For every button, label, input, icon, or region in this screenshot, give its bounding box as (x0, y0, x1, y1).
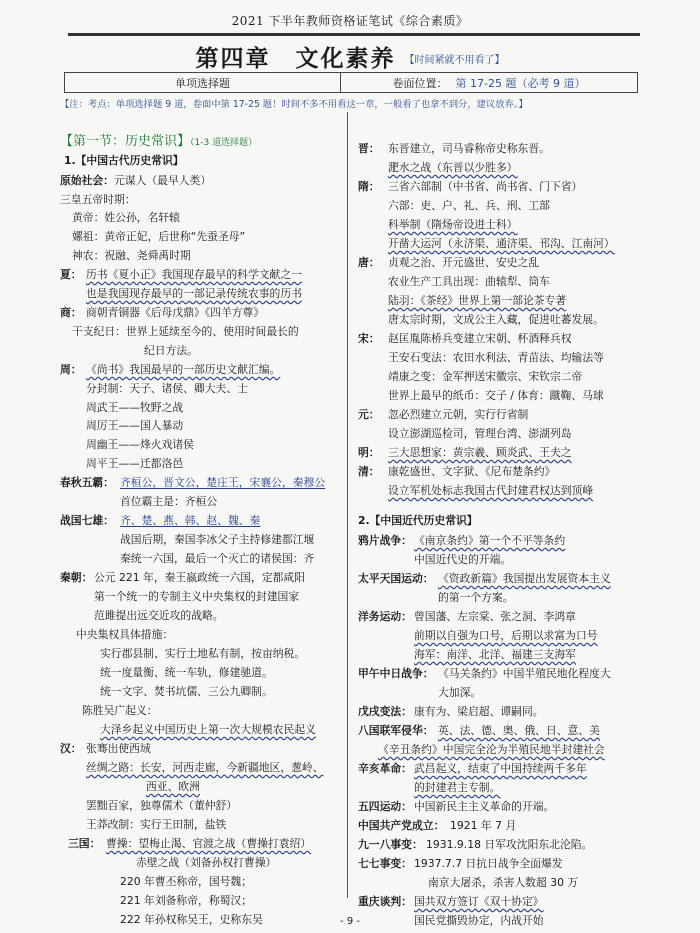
chapter-note: 【时间紧就不用看了】 (404, 55, 505, 66)
position-cell (341, 73, 637, 92)
yangwu-line-2: 前期以自强为口号，后期以求富为口号 (414, 629, 598, 642)
sanguo-line-2: 赤壁之战（刘备孙权打曹操） (136, 856, 277, 869)
tang-label: 唐： (358, 256, 380, 269)
sanhuang-line: 三皇五帝时期： (60, 193, 136, 206)
chapter-title: 第四章 文化素养 (195, 45, 396, 72)
yuan-line-2: 设立澎湖巡检司，管理台湾、澎湖列岛 (388, 427, 572, 440)
ming-line-1: 三大思想家：黄宗羲、顾炎武、王夫之 (388, 446, 572, 459)
qin-line-7: 统一文字、焚书坑儒、三公九卿制。 (100, 685, 273, 698)
jiawu-line-2: 大加深。 (438, 686, 482, 699)
sui-line-2: 六部：吏、户、礼、兵、刑、工部 (388, 199, 550, 212)
sui-line-4: 开凿大运河（永济渠、通济渠、邗沟、江南河） (388, 237, 615, 250)
question-type-cell (65, 73, 341, 92)
qiqi-label: 七七事变： (358, 857, 412, 870)
xia-label: 夏： (60, 268, 82, 281)
qing-label: 清： (358, 465, 380, 478)
shang-line-1: 商朝青铜器《后母戊鼎》《四羊方尊》 (86, 306, 265, 319)
section-title: 【第一节：历史常识】（1-3 道选择题） (60, 134, 258, 149)
chunqiu-line-1: 齐桓公，晋文公，楚庄王，宋襄公，秦穆公 (120, 476, 326, 489)
wuxu-label: 戊戌变法： (358, 705, 412, 718)
subsection-title: 1.【中国古代历史常识】 (64, 154, 184, 167)
qin-line-8: 陈胜吴广起义： (82, 704, 158, 717)
qiqi-line-1: 1937.7.7 日抗日战争全面爆发 (414, 857, 563, 870)
jin-line-1: 东晋建立，司马睿称帝史称东晋。 (388, 142, 550, 155)
chunqiu-label: 春秋五霸： (60, 476, 114, 489)
jiuyiba-line-1: 1931.9.18 日军攻沈阳东北沦陷。 (426, 838, 593, 851)
song-label: 宋： (358, 332, 380, 345)
ganzhi-line-2: 纪日方法。 (144, 344, 198, 357)
yuan-label: 元： (358, 408, 380, 421)
sui-line-1: 三省六部制（中书省、尚书省、门下省） (388, 180, 583, 193)
shang-label: 商： (60, 306, 82, 319)
tang-line-3: 陆羽：《茶经》世界上第一部论茶专著 (388, 294, 567, 307)
zhou-line-2: 分封制：天子、诸侯、卿大夫、士 (86, 382, 248, 395)
song-line-4: 世界上最早的纸币：交子 / 体育：蹴鞠、马球 (388, 389, 604, 402)
jin-line-2: 淝水之战（东晋以少胜多） (388, 161, 518, 174)
qin-line-1: 公元 221 年，秦王嬴政统一六国，定都咸阳 (94, 571, 306, 584)
yapian-line-1: 《南京条约》第一个不平等条约 (414, 534, 566, 547)
baguo-line-2: 《辛丑条约》中国完全沦为半殖民地半封建社会 (378, 743, 605, 756)
song-line-2: 王安石变法：农田水利法、青苗法、均输法等 (388, 351, 604, 364)
zhou-line-3: 周武王——牧野之战 (86, 401, 184, 414)
qing-line-1: 康乾盛世、文字狱、《尼布楚条约》 (388, 465, 556, 478)
sanguo-line-3: 220 年曹丕称帝，国号魏； (120, 875, 253, 888)
baguo-label: 八国联军侵华： (358, 724, 434, 737)
taiping-line-1: 《资政新篇》我国提出发展资本主义 (438, 572, 611, 585)
tang-line-4: 唐太宗时期，文成公主入藏，促进吐蕃发展。 (388, 313, 604, 326)
song-line-1: 赵匡胤陈桥兵变建立宋朝、杯酒释兵权 (388, 332, 572, 345)
qin-line-3: 范雎提出远交近攻的战略。 (94, 609, 224, 622)
jiawu-label: 甲午中日战争： (358, 667, 434, 680)
zhanguo-label: 战国七雄： (60, 514, 114, 527)
huangdi-line: 黄帝：姓公孙，名轩辕 (72, 211, 180, 224)
sanguo-line-4: 221 年刘备称帝，称蜀汉； (120, 894, 253, 907)
qiqi-line-2: 南京大屠杀，杀害人数超 30 万 (428, 876, 579, 889)
qin-line-6: 统一度量衡、统一车轨，修建驰道。 (100, 666, 273, 679)
yangwu-line-1: 曾国藩、左宗棠、张之洞、李鸿章 (414, 610, 576, 623)
zhanguo-line-1: 齐、楚、燕、韩、赵、魏、秦 (120, 514, 261, 527)
position-value: 第 17-25 题（必考 9 道） (455, 76, 586, 90)
han-line-3: 西亚、欧洲 (146, 780, 200, 793)
subsection-title-2: 2.【中国近代历史常识】 (358, 514, 478, 527)
chapter-heading (0, 40, 700, 73)
column-divider (347, 112, 348, 898)
header-rule (68, 33, 640, 36)
chongqing-line-2: 国民党撕毁协定，内战开始 (414, 914, 544, 927)
yangwu-line-3: 海军：南洋、北洋、福建三支海军 (414, 648, 576, 661)
zhurong-line: 神农：祝融、尧舜禹时期 (72, 249, 191, 262)
chongqing-label: 重庆谈判： (358, 895, 412, 908)
zhanguo-line-2: 战国后期，秦国李冰父子主持修建都江堰 (120, 533, 315, 546)
jin-label: 晋： (358, 142, 380, 155)
qin-line-4: 中央集权具体措施： (76, 628, 174, 641)
gcd-label: 中国共产党成立： (358, 819, 445, 832)
jiawu-line-1: 《马关条约》中国半殖民地化程度大 (438, 667, 611, 680)
zhou-line-4: 周厉王——国人暴动 (86, 419, 184, 432)
yuan-line-1: 忽必烈建立元朝，实行行省制 (388, 408, 529, 421)
xinhai-line-1: 武昌起义，结束了中国持续两千多年 (414, 762, 587, 775)
sanguo-line-1: 曹操：望梅止渴、官渡之战（曹操打袁绍） (106, 837, 312, 850)
question-type-label: 单项选择题 (175, 76, 230, 90)
sui-line-3: 科举制（隋炀帝设进士科） (388, 218, 518, 231)
zhanguo-line-3: 秦统一六国，最后一个灭亡的诸侯国：齐 (120, 552, 315, 565)
jiuyiba-label: 九一八事变： (358, 838, 423, 851)
xinhai-label: 辛亥革命： (358, 762, 412, 775)
gcd-line-1: 1921 年 7 月 (450, 819, 517, 832)
han-line-1: 张骞出使西域 (86, 742, 151, 755)
info-table (64, 72, 638, 93)
xia-line-2: 也是我国现存最早的一部记录传统农事的历书 (86, 287, 302, 300)
sanguo-label: 三国： (68, 837, 101, 850)
qing-line-2: 设立军机处标志我国古代封建君权达到顶峰 (388, 484, 594, 497)
exam-note: 【注：考点：单项选择题 9 道，卷面中第 17-25 题！时间不多不用看这一章，一般看了也拿不到分，建议放弃。】 (60, 99, 528, 110)
sui-label: 隋： (358, 180, 380, 193)
wusi-line-1: 中国新民主主义革命的开端。 (414, 800, 555, 813)
xinhai-line-2: 的封建君主专制。 (414, 781, 501, 794)
wuxu-line-1: 康有为、梁启超、谭嗣同。 (414, 705, 544, 718)
xia-line-1: 历书《夏小正》我国现存最早的科学文献之一 (86, 268, 302, 281)
zhou-line-6: 周平王——迁都洛邑 (86, 457, 184, 470)
ming-label: 明： (358, 446, 380, 459)
han-line-2: 丝绸之路：长安，河西走廊，今新疆地区，葱岭、 (86, 761, 324, 774)
tang-line-2: 农业生产工具出现：曲辕犁、筒车 (388, 275, 550, 288)
sanguo-line-5: 222 年孙权称吴王，史称东吴 (120, 913, 263, 926)
zhou-label: 周： (60, 363, 82, 376)
qin-label: 秦朝： (60, 571, 93, 584)
qin-line-9: 大泽乡起义中国历史上第一次大规模农民起义 (100, 723, 316, 736)
leizu-line: 嫘祖：黄帝正妃，后世称“先蚕圣母” (72, 230, 246, 243)
qin-line-5: 实行郡县制、实行土地私有制，按亩纳税。 (100, 647, 306, 660)
chunqiu-line-2: 首位霸主是：齐桓公 (120, 495, 218, 508)
zhou-line-1: 《尚书》我国最早的一部历史文献汇编。 (86, 363, 281, 376)
position-label: 卷面位置： (392, 76, 448, 90)
taiping-label: 太平天国运动： (358, 572, 434, 585)
qin-line-2: 第一个统一的专制主义中央集权的封建国家 (94, 590, 300, 603)
section-subtitle: （1-3 道选择题） (190, 138, 258, 148)
song-line-3: 靖康之变：金军押送宋徽宗、宋钦宗二帝 (388, 370, 583, 383)
han-line-5: 王莽改制：实行王田制，盐铁 (86, 818, 227, 831)
han-label: 汉： (60, 742, 82, 755)
tang-line-1: 贞观之治、开元盛世、安史之乱 (388, 256, 540, 269)
ganzhi-line-1: 干支纪日：世界上延续至今的、使用时间最长的 (72, 325, 299, 338)
wusi-label: 五四运动： (358, 800, 412, 813)
page-number: - 9 - (340, 916, 360, 927)
han-line-4: 罢黜百家，独尊儒术（董仲舒） (86, 799, 238, 812)
yangwu-label: 洋务运动： (358, 610, 412, 623)
chongqing-line-1: 国共双方签订《双十协定》 (414, 895, 544, 908)
taiping-line-2: 的第一个方案。 (438, 591, 514, 604)
running-header: 2021 下半年教师资格证笔试《综合素质》 (231, 14, 469, 28)
primitive-line: 原始社会：元谋人（最早人类） (60, 174, 212, 187)
yapian-line-2: 中国近代史的开端。 (414, 553, 512, 566)
baguo-line-1: 英、法、德、奥、俄、日、意、美 (438, 724, 600, 737)
zhou-line-5: 周幽王——烽火戏诸侯 (86, 438, 194, 451)
yapian-label: 鸦片战争： (358, 534, 412, 547)
